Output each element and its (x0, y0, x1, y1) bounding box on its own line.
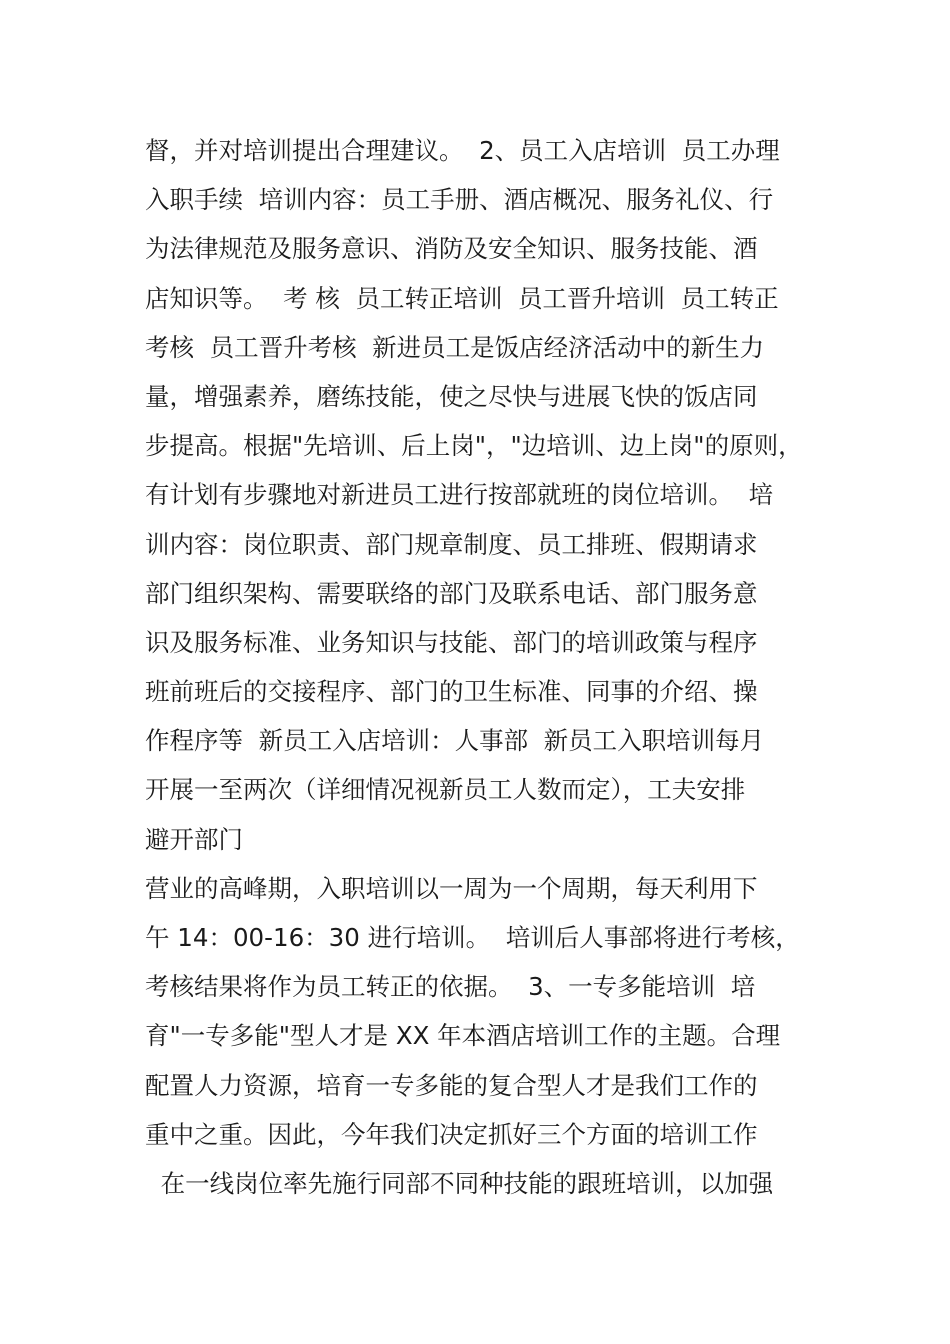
text-line: 班前班后的交接程序、部门的卫生标准、同事的介绍、操 (145, 677, 758, 707)
text-line: 为法律规范及服务意识、消防及安全知识、服务技能、酒 (145, 234, 758, 264)
text-line: 店知识等。 考 核 员工转正培训 员工晋升培训 员工转正 (145, 283, 779, 313)
text-line: 督，并对培训提出合理建议。 2、员工入店培训 员工办理 (145, 136, 780, 165)
text-line: 育"一专多能"型人才是 XX 年本酒店培训工作的主题。合理 (145, 1021, 781, 1051)
text-line: 重中之重。因此，今年我们决定抓好三个方面的培训工作 (145, 1119, 758, 1149)
text-line: 有计划有步骤地对新进员工进行按部就班的岗位培训。 培 (145, 480, 774, 510)
text-line: 量，增强素养，磨练技能，使之尽快与进展飞快的饭店同 (145, 381, 758, 411)
text-line: 避开部门 (145, 824, 243, 854)
text-line: 配置人力资源，培育一专多能的复合型人才是我们工作的 (145, 1070, 758, 1100)
text-line: 考核结果将作为员工转正的依据。 3、一专多能培训 培 (145, 972, 756, 1002)
text-line: 作程序等 新员工入店培训：人事部 新员工入职培训每月 (145, 726, 765, 756)
text-line: 在一线岗位率先施行同部不同种技能的跟班培训，以加强 (145, 1168, 774, 1198)
text-line: 开展一至两次（详细情况视新员工人数而定），工夫安排 (145, 775, 746, 805)
text-line: 午 14：00-16：30 进行培训。 培训后人事部将进行考核， (145, 923, 800, 952)
text-line: 入职手续 培训内容：员工手册、酒店概况、服务礼仪、行 (145, 185, 774, 215)
text-line: 考核 员工晋升考核 新进员工是饭店经济活动中的新生力 (145, 332, 765, 362)
text-line: 识及服务标准、业务知识与技能、部门的培训政策与程序 (145, 627, 758, 657)
text-line: 营业的高峰期，入职培训以一周为一个周期，每天利用下 (145, 873, 758, 903)
text-line: 部门组织架构、需要联络的部门及联系电话、部门服务意 (145, 578, 758, 608)
text-line: 步提高。根据"先培训、后上岗"，"边培训、边上岗"的原则， (145, 431, 803, 461)
body-text (145, 126, 845, 1208)
text-line: 训内容：岗位职责、部门规章制度、员工排班、假期请求 (145, 529, 758, 559)
